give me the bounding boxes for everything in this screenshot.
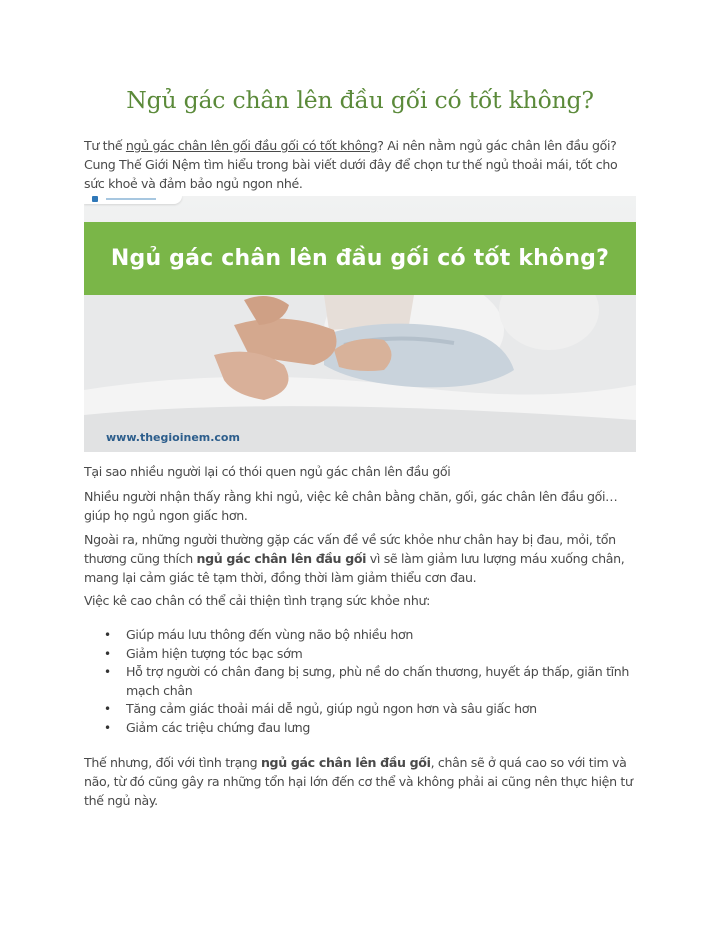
paragraph-3 xyxy=(84,530,636,587)
sleeping-person-illustration xyxy=(84,295,636,452)
page-title: Ngủ gác chân lên đầu gối có tốt không? xyxy=(126,86,594,114)
intro-suffix: ? Ai nên nằm ngủ gác chân lên đầu gối? Cung Thế Giới Nệm tìm hiểu trong bài viết dưới đây để chọn tư thế ngủ thoải mái, tốt cho sức khoẻ và đảm bảo ngủ ngon nhé. xyxy=(84,138,618,191)
list-item: • Hỗ trợ người có chân đang bị sưng, phù nề do chấn thương, huyết áp thấp, giãn tĩnh mạch chân xyxy=(84,663,636,700)
list-item: • Giảm hiện tượng tóc bạc sớm xyxy=(84,645,636,664)
p3-suffix: vì sẽ làm giảm lưu lượng máu xuống chân, mang lại cảm giác tê tạm thời, đồng thời làm giảm thiểu cơn đau. xyxy=(84,551,625,585)
p5-bold: ngủ gác chân lên đầu gối xyxy=(260,755,431,770)
p5-suffix: , chân sẽ ở quá cao so với tim và não, từ đó cũng gây ra những tổn hại lớn đến cơ thể và không phải ai cũng nên thực hiện tư thế ngủ này. xyxy=(84,755,633,808)
hero-image xyxy=(84,196,636,452)
paragraph-5 xyxy=(84,753,636,810)
brand-logo xyxy=(84,196,182,204)
paragraph-2: Nhiều người nhận thấy rằng khi ngủ, việc kê chân bằng chăn, gối, gác chân lên đầu gối… giúp họ ngủ ngon giấc hơn. xyxy=(84,489,618,523)
intro-paragraph xyxy=(84,136,636,193)
hero-banner-text: Ngủ gác chân lên đầu gối có tốt không? xyxy=(110,246,610,271)
p3-bold: ngủ gác chân lên đầu gối xyxy=(196,551,367,566)
hero-url: www.thegioinem.com xyxy=(106,431,240,444)
list-item: • Tăng cảm giác thoải mái dễ ngủ, giúp ngủ ngon hơn và sâu giấc hơn xyxy=(84,700,636,719)
article-link[interactable]: ngủ gác chân lên gối đầu gối có tốt không xyxy=(125,138,378,153)
benefit-list xyxy=(84,626,636,738)
paragraph-4: Việc kê cao chân có thể cải thiện tình trạng sức khỏe như: xyxy=(84,593,430,608)
logo-tagline xyxy=(106,198,156,200)
p3-prefix: Ngoài ra, những người thường gặp các vấn đề về sức khỏe như chân hay bị đau, mỏi, tổn thương cũng thích xyxy=(84,532,616,566)
list-item: • Giúp máu lưu thông đến vùng não bộ nhiều hơn xyxy=(84,626,636,645)
p5-prefix: Thế nhưng, đối với tình trạng xyxy=(84,755,261,770)
list-item: • Giảm các triệu chứng đau lưng xyxy=(84,719,636,738)
paragraph-1: Tại sao nhiều người lại có thói quen ngủ gác chân lên đầu gối xyxy=(84,464,451,479)
logo-mark-icon xyxy=(92,196,98,202)
intro-prefix: Tư thế xyxy=(84,138,126,153)
